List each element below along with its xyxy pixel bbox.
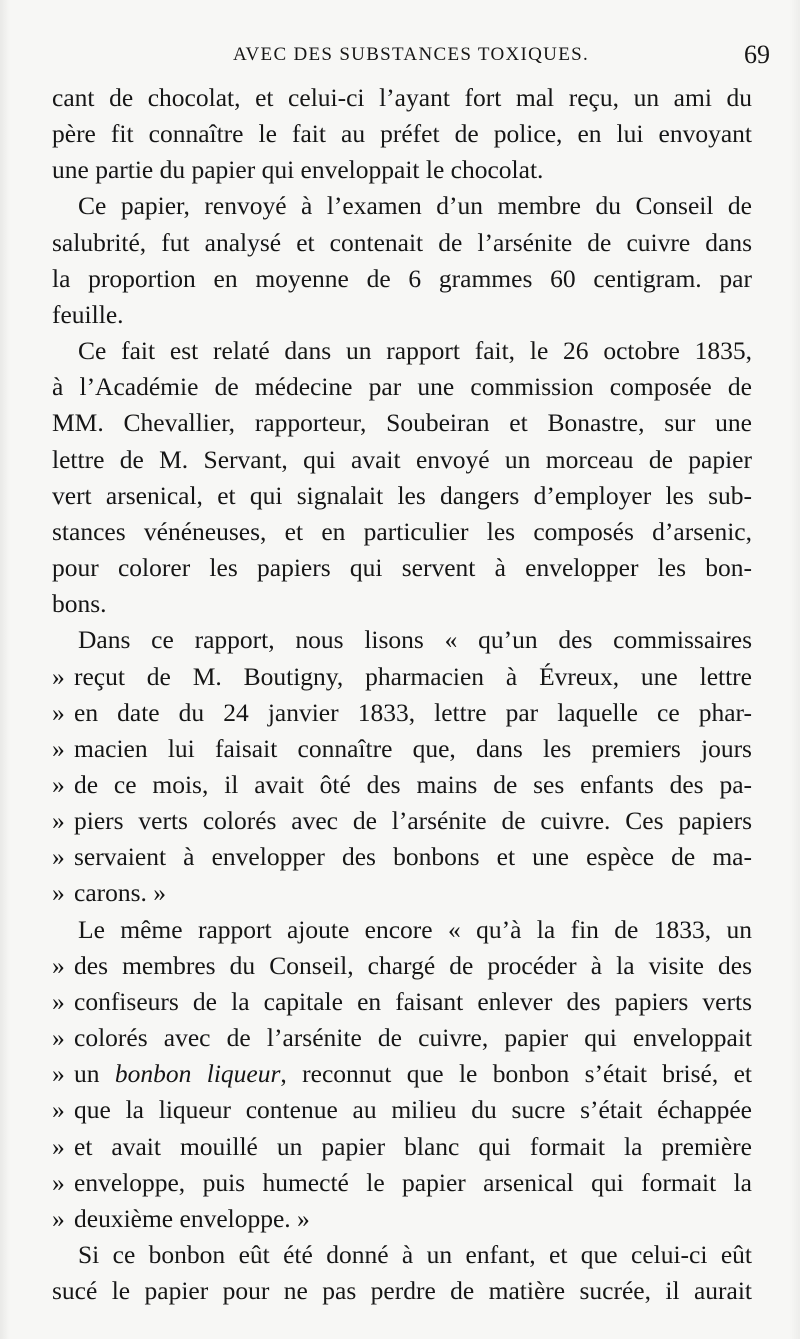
quote-mark: »: [52, 661, 65, 691]
quote-mark: »: [52, 950, 65, 980]
quote-mark: »: [52, 769, 65, 799]
text-line: cant de chocolat, et celui-ci l’ayant fort mal reçu, un ami du: [52, 83, 752, 112]
text-line: la proportion en moyenne de 6 grammes 60 centigram. par: [52, 263, 752, 293]
text-line: vert arsenical, et qui signalait les dangers d’employer les sub-: [52, 480, 752, 510]
text-line: Ce fait est relaté dans un rapport fait, le 26 octobre 1835,: [78, 336, 752, 366]
quoted-line: » colorés avec de l’arsénite de cuivre, papier qui enveloppait: [52, 1020, 752, 1056]
text-line: stances vénéneuses, et en particulier les composés d’arsenic,: [52, 516, 752, 546]
body-text: [52, 80, 752, 1309]
text-line: bons.: [52, 589, 107, 619]
text-line: père fit connaître le fait au préfet de police, en lui envoyant: [52, 119, 752, 149]
text-line: salubrité, fut analysé et contenait de l’arsénite de cuivre dans: [52, 227, 752, 257]
quote-mark: »: [52, 733, 65, 763]
quoted-line: » carons. »: [52, 875, 752, 911]
quote-mark: »: [52, 1131, 65, 1161]
text-line: sucé le papier pour ne pas perdre de matière sucrée, il aurait: [52, 1276, 752, 1306]
text-line: MM. Chevallier, rapporteur, Soubeiran et Bonastre, sur une: [52, 408, 752, 438]
italic-term: bonbon liqueur: [114, 1059, 281, 1089]
running-title: AVEC DES SUBSTANCES TOXIQUES.: [232, 44, 590, 65]
quoted-line: » macien lui faisait connaître que, dans les premiers jours: [52, 731, 752, 767]
quote-mark: »: [52, 697, 65, 727]
text-line: à l’Académie de médecine par une commission composée de: [52, 372, 752, 402]
quote-mark: »: [52, 1203, 65, 1233]
text-line: Dans ce rapport, nous lisons « qu’un des commissaires: [78, 625, 752, 655]
quote-mark: »: [52, 986, 65, 1016]
quoted-line: » reçut de M. Boutigny, pharmacien à Évreux, une lettre: [52, 659, 752, 695]
quote-mark: »: [52, 806, 65, 836]
quote-mark: »: [52, 1167, 65, 1197]
text-line: lettre de M. Servant, qui avait envoyé un morceau de papier: [52, 444, 752, 474]
quoted-line: » en date du 24 janvier 1833, lettre par laquelle ce phar-: [52, 695, 752, 731]
quoted-line: » de ce mois, il avait ôté des mains de ses enfants des pa-: [52, 767, 752, 803]
quoted-line: » des membres du Conseil, chargé de procéder à la visite des: [52, 948, 752, 984]
text-line: Ce papier, renvoyé à l’examen d’un membre du Conseil de: [78, 191, 752, 221]
quoted-line: » un bonbon liqueur, reconnut que le bonbon s’était brisé, et: [52, 1056, 752, 1092]
text-line: Si ce bonbon eût été donné à un enfant, et que celui-ci eût: [78, 1240, 752, 1269]
quote-mark: »: [52, 878, 65, 908]
quote-mark: »: [52, 1023, 65, 1053]
page-header: [52, 40, 770, 70]
quoted-line: » enveloppe, puis humecté le papier arsenical qui formait la: [52, 1165, 752, 1201]
quoted-line: » confiseurs de la capitale en faisant enlever des papiers verts: [52, 984, 752, 1020]
quoted-line: » et avait mouillé un papier blanc qui formait la première: [52, 1129, 752, 1165]
text-line: pour colorer les papiers qui servent à envelopper les bon-: [52, 553, 752, 583]
quote-mark: »: [52, 1059, 65, 1089]
quote-mark: »: [52, 842, 65, 872]
text-line: une partie du papier qui enveloppait le chocolat.: [52, 155, 544, 185]
quoted-line: » servaient à envelopper des bonbons et une espèce de ma-: [52, 839, 752, 875]
text-line: Le même rapport ajoute encore « qu’à la fin de 1833, un: [78, 914, 752, 944]
quoted-line: » que la liqueur contenue au milieu du sucre s’était échappée: [52, 1092, 752, 1128]
page-number: 69: [744, 40, 770, 69]
quoted-line: » piers verts colorés avec de l’arsénite de cuivre. Ces papiers: [52, 803, 752, 839]
text-line: feuille.: [52, 299, 124, 329]
quote-mark: »: [52, 1095, 65, 1125]
quoted-line: » deuxième enveloppe. »: [52, 1201, 752, 1237]
